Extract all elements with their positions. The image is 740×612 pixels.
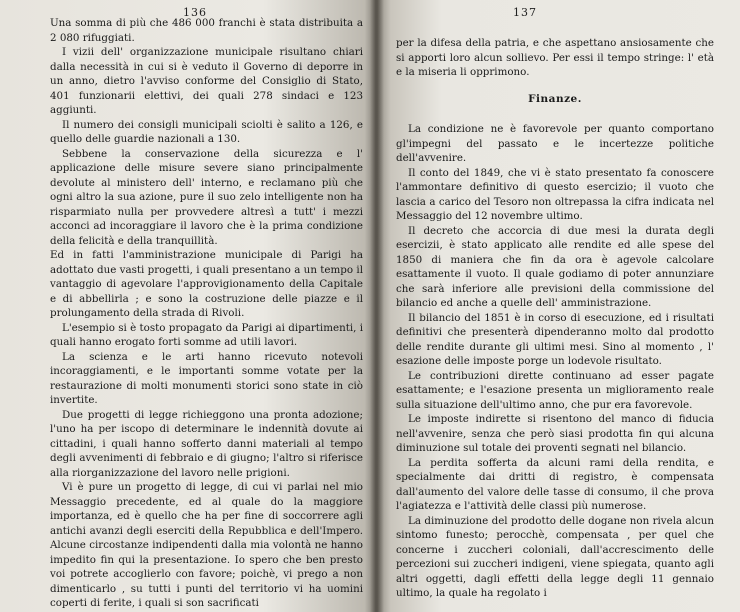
paragraph: Sebbene la conservazione della sicurezza e l' applicazione delle misure severe siano principalmente devolute al ministero dell' interno, e reclamano più che ogni altro la sua azione, pure il suo zelo intelligente non ha risparmiato nulla per provvedere altresì a tutt' i mezzi acconci ad incoraggiare il lavoro che è la prima condizione della felicità e della tranquillità. — [50, 147, 363, 247]
page-number: 137 — [513, 6, 537, 19]
paragraph: Due progetti di legge richieggono una pronta adozione; l'uno ha per iscopo di determinare le indennità dovute ai cittadini, i quali hanno sofferto danni materiali al tempo degli avvenimenti di febbraio e di giugno; l'altro si riferisce alla riorganizzazione del lavoro nelle prigioni. — [50, 408, 363, 479]
paragraph: Le imposte indirette si risentono del manco di fiducia nell'avvenire, senza che però siasi prodotta fin qui alcuna diminuzione sul totale dei proventi segnati nel bilancio. — [396, 413, 714, 454]
right-page — [376, 0, 740, 612]
paragraph: Il conto del 1849, che vi è stato presentato fa conoscere l'ammontare definitivo di questo esercizio; il vuoto che lascia a carico del Tesoro non oltrepassa la cifra indicata nel Messaggio del 12 novembre ultimo. — [396, 166, 714, 222]
page-body — [50, 16, 363, 611]
page-body — [396, 36, 714, 601]
paragraph: Il decreto che accorcia di due mesi la durata degli esercizii, è stato applicato alle rendite ed alle spese del 1850 di maniera che fin da ora è agevole calcolare esattamente il vuoto. Il quale godiamo di poter annunziare che sarà inferiore alle previsioni della commissione del bilancio ed anche a quelle dell' amministrazione. — [396, 224, 714, 309]
paragraph: Le contribuzioni dirette continuano ad esser pagate esattamente; e l'esazione presenta un miglioramento reale sulla situazione dell'ultimo anno, che pur era favorevole. — [396, 369, 714, 411]
paragraph: Ed in fatti l'amministrazione municipale di Parigi ha adottato due vasti progetti, i quali presentano a un tempo il vantaggio di agevolare l'approvigionamento della Capitale e di abbellirla ; e sono la costruzione delle piazze e il prolungamento della strada di Rivoli. — [50, 249, 363, 319]
paragraph: Una somma di più che 486 000 franchi è stata distribuita a 2 080 rifuggiati. — [50, 17, 363, 44]
paragraph: Vi è pure un progetto di legge, di cui vi parlai nel mio Messaggio precedente, ed al quale do la maggiore importanza, ed è quello che ha per fine di soccorrere agli antichi avanzi degli eserciti della Repubblica e dell'Impero. Alcune circostanze indipendenti dalla mia volontà ne hanno impedito fin qui la presentazione. Io spero che ben presto voi potrete accoglierlo con favore; poichè, vi prego a non dimenticarlo , su tutti i punti del territorio vi ha uomini coperti di ferite, i quali si son sacrificati — [50, 481, 363, 609]
page-number: 136 — [183, 6, 207, 19]
section-heading: Finanze. — [528, 92, 582, 105]
paragraph: I vizii dell' organizzazione municipale risultano chiari dalla necessità in cui si è veduto il Governo di deporre in un anno, dietro l'avviso conforme del Consiglio di Stato, 401 funzionarii elettivi, dei quali 278 sindaci e 123 aggiunti. — [50, 46, 363, 116]
paragraph: per la difesa della patria, e che aspettano ansiosamente che si apporti loro alcun sollievo. Per essi il tempo stringe: l' età e la miseria li opprimono. — [396, 37, 714, 78]
paragraph: La scienza e le arti hanno ricevuto notevoli incoraggiamenti, e le importanti somme votate per la restaurazione di molti monumenti storici sono state in ciò invertite. — [50, 350, 363, 406]
paragraph: La condizione ne è favorevole per quanto comportano gl'impegni del passato e le incertezze politiche dell'avvenire. — [396, 123, 714, 164]
paragraph: La diminuzione del prodotto delle dogane non rivela alcun sintomo funesto; perocchè, compensata , per quel che concerne i zuccheri coloniali, dall'accrescimento delle percezioni sui zuccheri indigeni, viene spiegata, quanto agli altri oggetti, dagli effetti della legge degli 11 gennaio ultimo, la quale ha regolato i — [396, 514, 714, 599]
book-gutter — [370, 0, 384, 612]
paragraph: Il bilancio del 1851 è in corso di esecuzione, ed i risultati definitivi che presenterà dipenderanno molto dal prodotto delle rendite durante gli ultimi mesi. Sino al momento , l' esazione delle imposte porge un lodevole risultato. — [396, 311, 714, 367]
paragraph: La perdita sofferta da alcuni rami della rendita, e specialmente dai dritti di registro, è compensata dall'aumento del valore delle tasse di consumo, il che prova l'agiatezza e l'attività delle classi più numerose. — [396, 456, 714, 512]
paragraph: L'esempio si è tosto propagato da Parigi ai dipartimenti, i quali hanno erogato forti somme ad utili lavori. — [50, 321, 363, 348]
paragraph: Il numero dei consigli municipali sciolti è salito a 126, e quello delle guardie nazionali a 130. — [50, 118, 363, 145]
